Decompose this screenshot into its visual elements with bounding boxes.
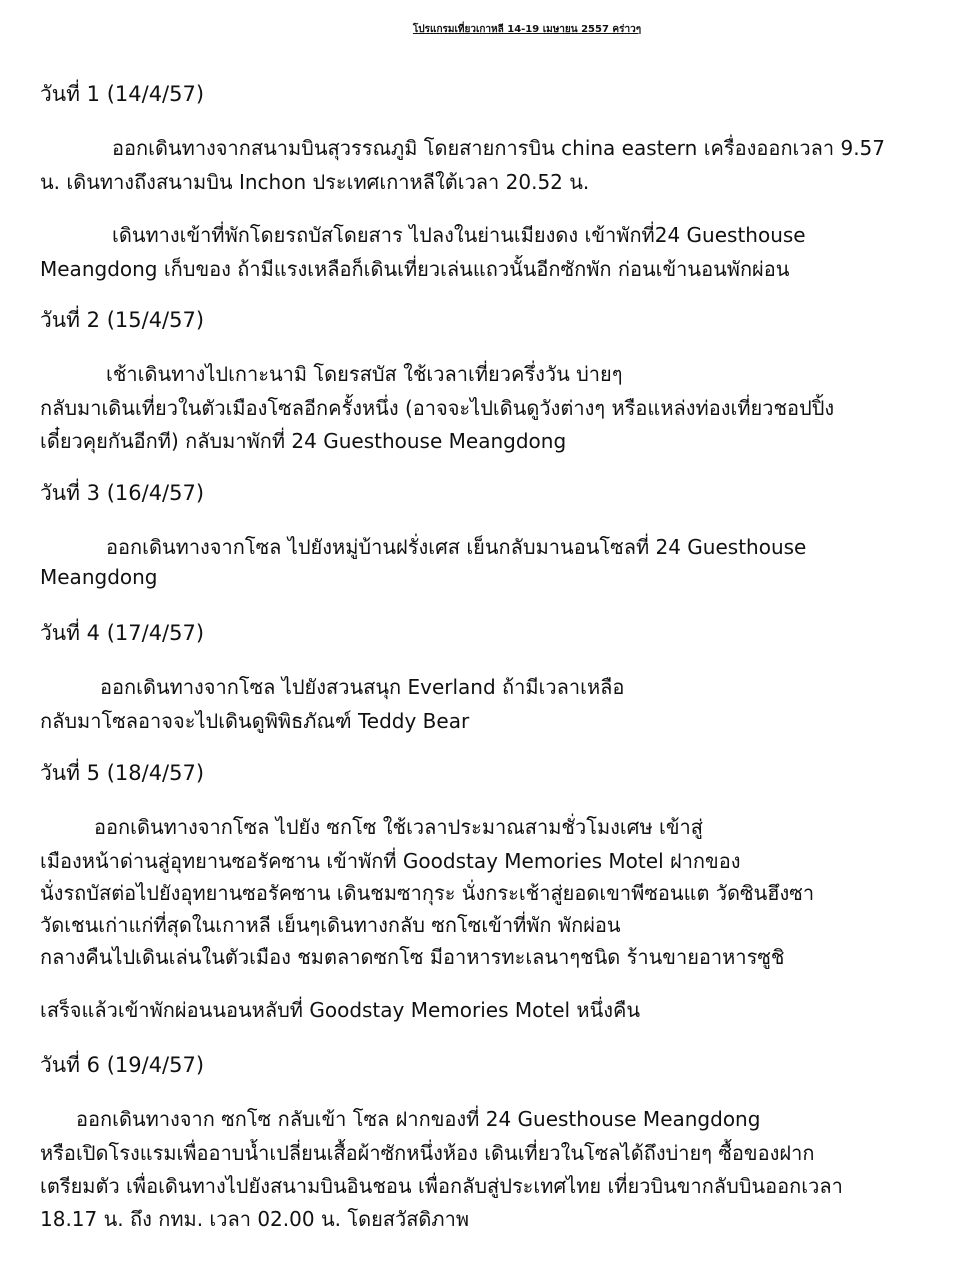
day-5-para-2-line-1: เสร็จแล้วเข้าพักผ่อนนอนหลับที่ Goodstay Memories Motel หนึ่งคืน (40, 998, 641, 1022)
day-4-para-1-line-1: ออกเดินทางจากโซล ไปยังสวนสนุก Everland ถ้ามีเวลาเหลือ (100, 675, 625, 699)
day-5-heading: วันที่ 5 (18/4/57) (40, 761, 205, 785)
day-4-heading: วันที่ 4 (17/4/57) (40, 621, 205, 645)
day-3-para-1-line-1: ออกเดินทางจากโซล ไปยังหมู่บ้านฝรั่งเศส เย็นกลับมานอนโซลที่ 24 Guesthouse (106, 535, 807, 559)
day-2-para-1-line-1: เช้าเดินทางไปเกาะนามิ โดยรสบัส ใช้เวลาเที่ยวครึ่งวัน บ่ายๆ (106, 362, 623, 386)
day-3-para-1-line-2: Meangdong (40, 565, 158, 589)
day-4-para-1-line-2: กลับมาโซลอาจจะไปเดินดูพิพิธภัณฑ์ Teddy Bear (40, 709, 470, 733)
day-1-heading: วันที่ 1 (14/4/57) (40, 82, 205, 106)
day-5-para-1-line-1: ออกเดินทางจากโซล ไปยัง ซกโซ ใช้เวลาประมาณสามชั่วโมงเศษ เข้าสู่ (94, 815, 703, 839)
day-6-para-1-line-2: หรือเปิดโรงแรมเพื่ออาบน้ำเปลี่ยนเสื้อผ้าซักหนึ่งห้อง เดินเที่ยวในโซลได้ถึงบ่ายๆ ซื้อของฝาก (40, 1141, 815, 1165)
day-1-para-2-line-2: Meangdong เก็บของ ถ้ามีแรงเหลือก็เดินเที่ยวเล่นแถวนั้นอีกซักพัก ก่อนเข้านอนพักผ่อน (40, 257, 790, 281)
day-6-para-1-line-4: 18.17 น. ถึง กทม. เวลา 02.00 น. โดยสวัสดิภาพ (40, 1207, 470, 1231)
day-1-para-1-line-1: ออกเดินทางจากสนามบินสุวรรณภูมิ โดยสายการบิน china eastern เครื่องออกเวลา 9.57 (112, 136, 885, 160)
day-6-heading: วันที่ 6 (19/4/57) (40, 1053, 205, 1077)
day-2-heading: วันที่ 2 (15/4/57) (40, 308, 205, 332)
day-5-para-1-line-3: นั่งรถบัสต่อไปยังอุทยานซอรัคซาน เดินชมซากุระ นั่งกระเช้าสู่ยอดเขาพีซอนแต วัดซินฮึงซา (40, 881, 815, 905)
day-2-para-1-line-2: กลับมาเดินเที่ยวในตัวเมืองโซลอีกครั้งหนึ่ง (อาจจะไปเดินดูวังต่างๆ หรือแหล่งท่องเที่ยวชอปปิ้ง (40, 396, 835, 420)
document-title: โปรแกรมเที่ยวเกาหลี 14-19 เมษายน 2557 คร่าวๆ (412, 24, 642, 35)
day-5-para-1-line-5: กลางคืนไปเดินเล่นในตัวเมือง ชมตลาดซกโซ มีอาหารทะเลนาๆชนิด ร้านขายอาหารซูชิ (40, 945, 785, 969)
day-1-para-2-line-1: เดินทางเข้าที่พักโดยรถบัสโดยสาร ไปลงในย่านเมียงดง เข้าพักที่24 Guesthouse (112, 223, 806, 247)
day-5-para-1-line-4: วัดเชนเก่าแก่ที่สุดในเกาหลี เย็นๆเดินทางกลับ ซกโซเข้าที่พัก พักผ่อน (40, 913, 621, 937)
day-2-para-1-line-3: เดี๋ยวคุยกันอีกที) กลับมาพักที่ 24 Guesthouse Meangdong (40, 429, 567, 453)
day-6-para-1-line-1: ออกเดินทางจาก ซกโซ กลับเข้า โซล ฝากของที่ 24 Guesthouse Meangdong (76, 1107, 761, 1131)
day-3-heading: วันที่ 3 (16/4/57) (40, 481, 205, 505)
day-6-para-1-line-3: เตรียมตัว เพื่อเดินทางไปยังสนามบินอินชอน เพื่อกลับสู่ประเทศไทย เที่ยวบินขากลับบินออกเวลา (40, 1174, 843, 1198)
day-5-para-1-line-2: เมืองหน้าด่านสู่อุทยานซอรัคซาน เข้าพักที่ Goodstay Memories Motel ฝากของ (40, 849, 741, 873)
day-1-para-1-line-2: น. เดินทางถึงสนามบิน Inchon ประเทศเกาหลีใต้เวลา 20.52 น. (40, 170, 590, 194)
